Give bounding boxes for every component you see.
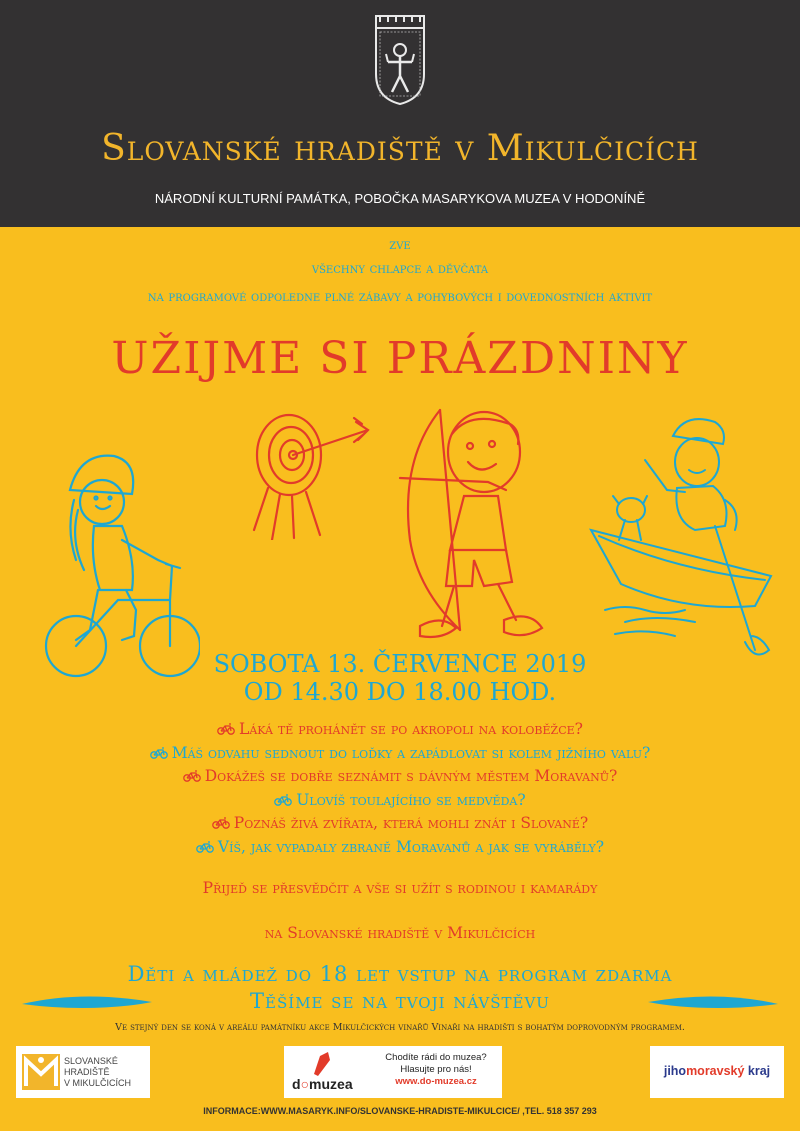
slovanske-hradiste-logo <box>16 1046 150 1098</box>
event-time: OD 14.30 DO 18.00 HOD. <box>243 678 557 706</box>
do-muzea-d: d <box>292 1076 301 1092</box>
do-muzea-wordmark: muzea <box>309 1076 353 1092</box>
town-crest-icon <box>372 14 428 106</box>
hradiste-mark-icon <box>22 1052 60 1092</box>
jihomoravsky-kraj-logo <box>650 1046 784 1098</box>
bicycle-icon <box>183 766 201 788</box>
event-date: SOBOTA 13. ČERVENCE 2019 <box>213 650 587 678</box>
hradiste-logo-line-1: SLOVANSKÉ <box>64 1056 118 1066</box>
wine-event-note: Ve stejný den se koná v areálu památníku akce Mikulčických vinařů Vinaři na hradišti s bohatým doprovodným programem. <box>115 1022 685 1033</box>
archery-target-illustration <box>244 400 374 540</box>
question-line <box>0 789 800 812</box>
jmk-part-1: jiho <box>663 1064 687 1078</box>
bicycle-icon <box>212 813 230 835</box>
jmk-part-3: kraj <box>744 1064 771 1078</box>
hradiste-logo-line-3: V MIKULČICÍCH <box>64 1078 132 1088</box>
hradiste-logo-line-2: HRADIŠTĚ <box>64 1067 110 1077</box>
jmk-part-2: moravský <box>686 1064 745 1078</box>
question-line <box>0 742 800 765</box>
footer-contact: INFORMACE:WWW.MASARYK.INFO/SLOVANSKE-HRADISTE-MIKULCICE/ ,TEL. 518 357 293 <box>203 1106 597 1116</box>
cta-line-2: na Slovanské hradiště v Mikulčicích <box>264 924 536 942</box>
free-entry-text: Děti a mládež do 18 let vstup na program zdarma <box>127 962 673 986</box>
invite-line-2: všechny chlapce a děvčata <box>311 261 489 277</box>
question-text: Máš odvahu sednout do loďky a zapádlovat si kolem jižního valu? <box>171 743 651 762</box>
pen-icon <box>310 1050 334 1076</box>
welcome-text: Těšíme se na tvoji návštěvu <box>250 989 550 1013</box>
question-text: Poznáš živá zvířata, která mohli znát i Slované? <box>233 814 589 832</box>
header-band <box>0 0 800 227</box>
question-line <box>0 718 800 741</box>
do-muzea-vote: Hlasujte pro nás! <box>400 1064 472 1075</box>
cta-line-1: Přijeď se přesvědčit a vše si užít s rodinou i kamarády <box>202 879 598 897</box>
museum-subtitle: NÁRODNÍ KULTURNÍ PAMÁTKA, POBOČKA MASARYKOVA MUZEA V HODONÍNĚ <box>154 191 646 206</box>
question-text: Láká tě prohánět se po akropoli na koloběžce? <box>239 720 583 738</box>
question-text: Víš, jak vypadaly zbraně Moravanů a jak se vyráběly? <box>217 837 605 856</box>
question-line <box>0 836 800 859</box>
bicycle-icon <box>274 790 292 812</box>
do-muzea-url-link[interactable]: www.do-muzea.cz <box>395 1076 477 1087</box>
question-text: Ulovíš toulajícího se medvěda? <box>296 790 526 809</box>
do-muzea-logo[interactable]: d○muzea Chodíte rádi do muzea? Hlasujte pro nás! www.do-muzea.cz <box>284 1046 502 1098</box>
invite-line-1: zve <box>389 237 411 253</box>
question-text: Dokážeš se dobře seznámit s dávným městem Moravanů? <box>204 767 618 785</box>
do-muzea-question: Chodíte rádi do muzea? <box>385 1052 487 1063</box>
bicycle-icon <box>217 719 235 741</box>
event-headline: UŽIJME SI PRÁZDNINY <box>111 333 689 384</box>
bicycle-icon <box>150 743 168 765</box>
invite-line-3: na programové odpoledne plné zábavy a pohybových i dovednostních aktivit <box>147 289 653 305</box>
museum-title: Slovanské hradiště v Mikulčicích <box>101 128 699 169</box>
boy-rowing-boat-illustration <box>585 400 785 670</box>
question-line <box>0 812 800 835</box>
question-line <box>0 765 800 788</box>
boy-with-bow-illustration <box>380 400 560 655</box>
bicycle-icon <box>196 837 214 859</box>
